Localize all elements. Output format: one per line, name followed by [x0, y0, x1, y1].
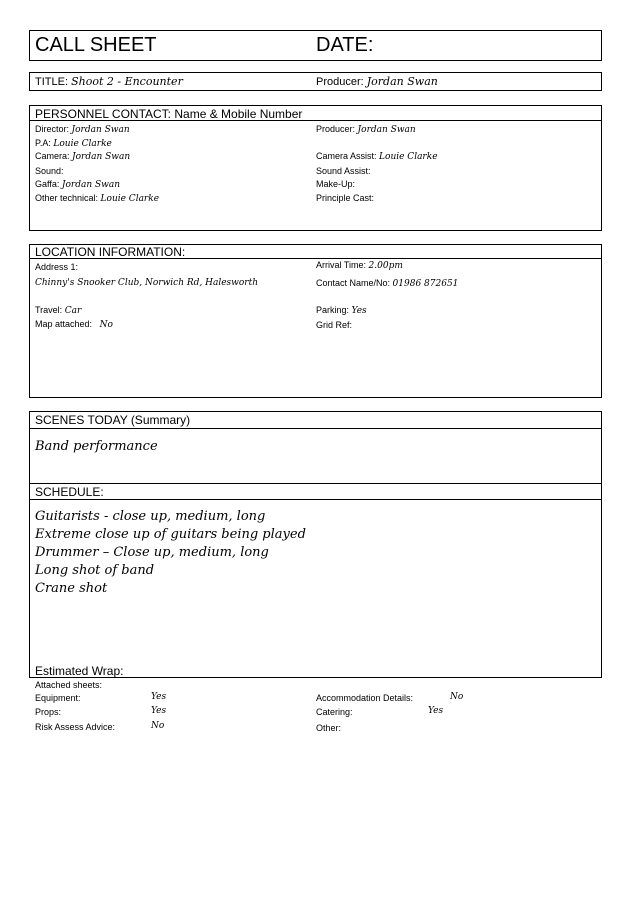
sound-assist-row: Sound Assist:: [316, 166, 371, 176]
scenes-divider: [29, 428, 602, 429]
title-value: Shoot 2 - Encounter: [71, 75, 183, 88]
gaffa-row: Gaffa: Jordan Swan: [35, 179, 121, 190]
schedule-item: Extreme close up of guitars being played: [35, 527, 306, 542]
map-row: Map attached: No: [35, 319, 113, 330]
location-heading: LOCATION INFORMATION:: [35, 245, 186, 259]
props-label: Props:: [35, 707, 62, 717]
contact-row: Contact Name/No: 01986 872651: [316, 278, 459, 289]
catering-value: Yes: [428, 706, 444, 716]
schedule-divider: [29, 499, 602, 500]
estimated-wrap-label: Estimated Wrap:: [35, 664, 124, 678]
sound-row: Sound:: [35, 166, 64, 176]
title-label: TITLE:: [35, 76, 69, 88]
risk-assess-value: No: [151, 721, 165, 731]
producer-value: Jordan Swan: [366, 75, 438, 88]
catering-label: Catering:: [316, 707, 353, 717]
schedule-item: Long shot of band: [35, 563, 155, 578]
other-label: Other:: [316, 723, 342, 733]
scenes-summary: Band performance: [35, 439, 158, 454]
scenes-heading: SCENES TODAY (Summary): [35, 413, 191, 427]
principle-cast-row: Principle Cast:: [316, 193, 375, 203]
location-divider: [29, 258, 602, 259]
title-field: [35, 75, 183, 88]
accommodation-label: Accommodation Details:: [316, 693, 414, 703]
schedule-heading: SCHEDULE:: [35, 485, 104, 499]
risk-assess-label: Risk Assess Advice:: [35, 722, 116, 732]
schedule-item: Drummer – Close up, medium, long: [35, 545, 269, 560]
address-value: Chinny's Snooker Club, Norwich Rd, Halesworth: [35, 278, 258, 288]
producer-contact-row: Producer: Jordan Swan: [316, 124, 416, 135]
call-sheet-title: CALL SHEET: [35, 34, 157, 56]
parking-row: Parking: Yes: [316, 305, 367, 316]
address-label: Address 1:: [35, 262, 79, 272]
equipment-value: Yes: [151, 692, 167, 702]
grid-ref-row: Grid Ref:: [316, 320, 353, 330]
travel-row: Travel: Car: [35, 305, 82, 316]
personnel-divider: [29, 120, 602, 121]
equipment-label: Equipment:: [35, 693, 81, 703]
producer-field: [316, 75, 438, 88]
attached-sheets-heading: Attached sheets:: [35, 680, 103, 690]
schedule-top-divider: [29, 483, 602, 484]
date-label: DATE:: [316, 34, 374, 56]
personnel-heading: PERSONNEL CONTACT: Name & Mobile Number: [35, 107, 303, 121]
schedule-item: Crane shot: [35, 581, 108, 596]
arrival-row: Arrival Time: 2.00pm: [316, 260, 403, 271]
schedule-item: Guitarists - close up, medium, long: [35, 509, 266, 524]
accommodation-value: No: [450, 692, 464, 702]
camera-row: Camera: Jordan Swan: [35, 151, 131, 162]
other-technical-row: Other technical: Louie Clarke: [35, 193, 160, 204]
props-value: Yes: [151, 706, 167, 716]
pa-row: P.A: Louie Clarke: [35, 138, 112, 149]
makeup-row: Make-Up:: [316, 179, 356, 189]
director-row: Director: Jordan Swan: [35, 124, 130, 135]
camera-assist-row: Camera Assist: Louie Clarke: [316, 151, 438, 162]
producer-label: Producer:: [316, 76, 364, 88]
